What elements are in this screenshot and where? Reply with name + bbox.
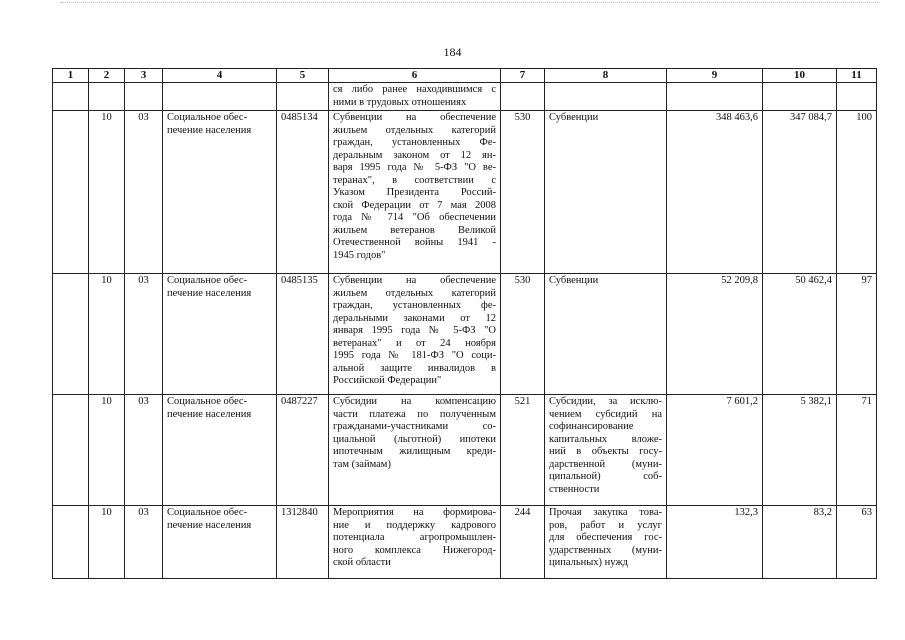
- planned-amount: 132,3: [667, 506, 763, 579]
- section-name-line: печение населения: [167, 408, 252, 420]
- expense-description-line: циальной (льготной) ипотеки: [333, 433, 496, 445]
- column-header: 10: [763, 69, 837, 83]
- actual-amount: 83,2: [763, 506, 837, 579]
- expense-description-line: потенциала агропромышлен-: [333, 532, 496, 543]
- expense-type-code: 530: [501, 274, 545, 395]
- expense-description-line: жильем отдельных категорий: [333, 124, 496, 136]
- expense-type-name-line: ципальных) нужд: [549, 557, 629, 568]
- column-header: 2: [89, 69, 125, 83]
- subsection-code: 03: [125, 506, 163, 579]
- section-name-line: печение населения: [167, 519, 252, 531]
- expense-description-line: года № 714 "Об обеспечении: [333, 212, 496, 223]
- section-code: 10: [89, 111, 125, 274]
- expense-type-name-line: ципальной) соб-: [549, 471, 662, 482]
- target-article-code: 0485135: [277, 274, 329, 395]
- expense-description: [329, 506, 501, 579]
- expense-type-code: 244: [501, 506, 545, 579]
- description-line: ся либо ранее находившимся с: [333, 84, 496, 95]
- expense-description-line: альной защите инвалидов в: [333, 362, 496, 374]
- section-name: [163, 274, 277, 395]
- subsection-code: 03: [125, 111, 163, 274]
- section-name: [163, 506, 277, 579]
- expense-description-line: Отечественной войны 1941 -: [333, 237, 496, 248]
- expense-description-line: граждан, установленных Фе-: [333, 137, 496, 148]
- actual-amount: 50 462,4: [763, 274, 837, 395]
- table-row: [53, 395, 877, 506]
- page-number: 184: [443, 45, 462, 59]
- expense-description-line: деральным законом от 12 ян-: [333, 149, 496, 161]
- execution-percent: 71: [837, 395, 877, 506]
- expense-type-name: [545, 111, 667, 274]
- expense-description-line: ипотечным жилищным креди-: [333, 446, 496, 457]
- continuation-row: [53, 83, 877, 111]
- section-name-line: Социальное обес-: [167, 507, 248, 518]
- expense-description-line: там (займам): [333, 458, 391, 470]
- section-name-line: Социальное обес-: [167, 275, 248, 286]
- execution-percent: 100: [837, 111, 877, 274]
- expense-type-name: [545, 395, 667, 506]
- expense-description-line: 1995 года № 181-ФЗ "О соци-: [333, 350, 496, 361]
- expense-type-name-line: Субвенции: [549, 112, 599, 123]
- section-name: [163, 111, 277, 274]
- expense-description-line: Мероприятия на формирова-: [333, 507, 496, 518]
- target-article-code: 1312840: [277, 506, 329, 579]
- expense-type-name-line: ственности: [549, 483, 600, 495]
- expense-type-code: 530: [501, 111, 545, 274]
- section-name: [163, 395, 277, 506]
- expense-description-line: жильем отдельных категорий: [333, 287, 496, 299]
- col1-cell: [53, 395, 89, 506]
- expense-description-line: жильем ветеранов Великой: [333, 224, 496, 236]
- planned-amount: 52 209,8: [667, 274, 763, 395]
- section-name-line: печение населения: [167, 124, 252, 136]
- expense-description-line: гражданами-участниками со-: [333, 421, 496, 432]
- planned-amount: 348 463,6: [667, 111, 763, 274]
- expense-type-code: 521: [501, 395, 545, 506]
- expense-description-line: Субсидии на компенсацию: [333, 396, 496, 407]
- expense-description-line: ской Федерации от 7 мая 2008: [333, 199, 496, 211]
- expense-type-name: [545, 274, 667, 395]
- expense-type-name-line: софинансирование: [549, 421, 634, 432]
- actual-amount: 5 382,1: [763, 395, 837, 506]
- expense-type-name-line: для обеспечения гос-: [549, 532, 662, 543]
- section-name-line: печение населения: [167, 287, 252, 299]
- column-header: 4: [163, 69, 277, 83]
- expense-description-line: варя 1995 года № 5-ФЗ "О ве-: [333, 162, 496, 173]
- expense-type-name: [545, 506, 667, 579]
- section-name-line: Социальное обес-: [167, 396, 248, 407]
- column-header: 6: [329, 69, 501, 83]
- expense-description-line: Российской Федерации": [333, 375, 442, 386]
- scan-edge-line: [60, 2, 880, 3]
- planned-amount: 7 601,2: [667, 395, 763, 506]
- expense-description: [329, 274, 501, 395]
- expense-description-line: 1945 годов": [333, 249, 386, 261]
- expense-type-name-line: ударственных (муни-: [549, 544, 662, 556]
- expense-description: [329, 395, 501, 506]
- actual-amount: 347 084,7: [763, 111, 837, 274]
- column-header: 11: [837, 69, 877, 83]
- table-row: [53, 506, 877, 579]
- continuation-description: [329, 83, 501, 111]
- expense-description-line: ской области: [333, 557, 391, 568]
- budget-table: [52, 68, 877, 579]
- description-line: ними в трудовых отношениях: [333, 96, 467, 108]
- column-header: 8: [545, 69, 667, 83]
- execution-percent: 97: [837, 274, 877, 395]
- column-header: 5: [277, 69, 329, 83]
- target-article-code: 0487227: [277, 395, 329, 506]
- expense-description-line: деральными законами от 12: [333, 312, 496, 324]
- expense-type-name-line: капитальных вложе-: [549, 433, 662, 445]
- expense-description-line: теранах", в соответствии с: [333, 174, 496, 186]
- expense-description-line: ного комплекса Нижегород-: [333, 544, 496, 556]
- expense-description: [329, 111, 501, 274]
- expense-description-line: ние и поддержку кадрового: [333, 519, 496, 531]
- column-header: 1: [53, 69, 89, 83]
- column-header: 7: [501, 69, 545, 83]
- target-article-code: 0485134: [277, 111, 329, 274]
- expense-type-name-line: Субсидии, за исклю-: [549, 396, 662, 407]
- section-code: 10: [89, 274, 125, 395]
- expense-description-line: ветеранах" и от 24 ноября: [333, 337, 496, 349]
- execution-percent: 63: [837, 506, 877, 579]
- expense-description-line: Субвенции на обеспечение: [333, 112, 496, 123]
- col1-cell: [53, 274, 89, 395]
- expense-description-line: Указом Президента Россий-: [333, 187, 496, 198]
- subsection-code: 03: [125, 395, 163, 506]
- table-row: [53, 274, 877, 395]
- expense-type-name-line: ний в объекты госу-: [549, 446, 662, 457]
- subsection-code: 03: [125, 274, 163, 395]
- col1-cell: [53, 111, 89, 274]
- expense-description-line: части платежа по полученным: [333, 408, 496, 420]
- col1-cell: [53, 506, 89, 579]
- expense-description-line: января 1995 года № 5-ФЗ "О: [333, 325, 496, 336]
- expense-type-name-line: Субвенции: [549, 275, 599, 286]
- section-name-line: Социальное обес-: [167, 112, 248, 123]
- section-code: 10: [89, 506, 125, 579]
- expense-description-line: Субвенции на обеспечение: [333, 275, 496, 286]
- column-header: 9: [667, 69, 763, 83]
- column-header: 3: [125, 69, 163, 83]
- column-number-row: [53, 69, 877, 83]
- expense-description-line: граждан, установленных фе-: [333, 300, 496, 311]
- expense-type-name-line: ров, работ и услуг: [549, 519, 662, 531]
- expense-type-name-line: чением субсидий на: [549, 408, 662, 420]
- expense-type-name-line: Прочая закупка това-: [549, 507, 662, 518]
- table-row: [53, 111, 877, 274]
- section-code: 10: [89, 395, 125, 506]
- expense-type-name-line: дарственной (муни-: [549, 458, 662, 470]
